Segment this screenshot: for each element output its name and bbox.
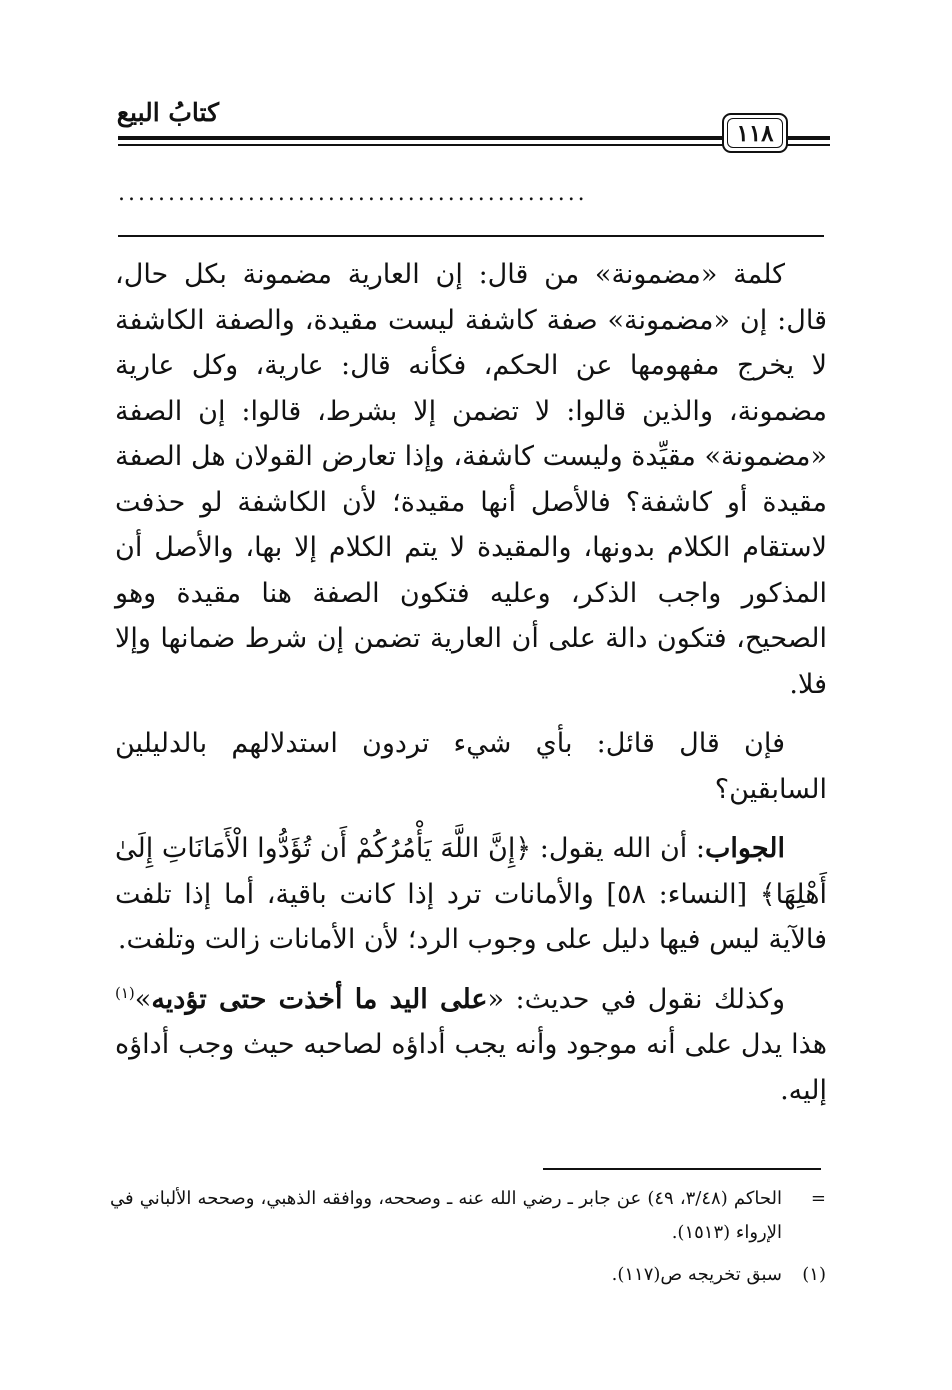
hadith-intro: وكذلك نقول في حديث: « <box>487 983 786 1015</box>
footnotes <box>110 1182 826 1300</box>
hadith-commentary: هذا يدل على أنه موجود وأنه يجب أداؤه لصاحبه حيث وجب أداؤه إليه. <box>115 1029 827 1106</box>
paragraph-3 <box>115 826 827 963</box>
footnote-separator <box>543 1168 821 1170</box>
paragraph-4 <box>115 977 827 1114</box>
answer-label: الجواب <box>704 833 785 864</box>
paragraph-2: فإن قال قائل: بأي شيء تردون استدلالهم بالدليلين السابقين؟ <box>115 728 827 805</box>
ellipsis-line: ............................................... <box>118 182 588 206</box>
hadith-close-quote: » <box>134 983 152 1015</box>
footnote-item <box>110 1258 826 1292</box>
paragraph-1: كلمة «مضمونة» من قال: إن العارية مضمونة بكل حال، قال: إن «مضمونة» صفة كاشفة ليست مقيدة، والصفة الكاشفة لا يخرج مفهومها عن الحكم، فكأنه قال: عارية، وكل عارية مضمونة، والذين قالوا: لا تضمن إلا بشرط، قالوا: إن الصفة «مضمونة» مقيِّدة وليست كاشفة، وإذا تعارض القولان هل الصفة مقيدة أو كاشفة؟ فالأصل أنها مقيدة؛ لأن الكاشفة لو حذفت لاستقام الكلام بدونها، والمقيدة لا يتم الكلام إلا بها، والأصل أن المذكور واجب الذكر، وعليه فتكون الصفة هنا مقيدة وهو الصحيح، فتكون دالة على أن العارية تضمن إن شرط ضمانها وإلا فلا. <box>115 259 827 700</box>
footnote-ref-1[interactable]: (١) <box>115 983 135 1002</box>
footnote-item <box>110 1182 826 1250</box>
main-text <box>115 252 827 1127</box>
footnote-text: الحاكم (٣/٤٨، ٤٩) عن جابر ـ رضي الله عنه ـ وصححه، ووافقه الذهبي، وصححه الألباني في الإرواء (١٥١٣). <box>110 1188 782 1243</box>
footnote-text: سبق تخريجه ص(١١٧). <box>611 1264 782 1285</box>
footnote-mark: (١) <box>802 1264 826 1285</box>
page-number: ١١٨ <box>722 113 788 153</box>
hadith-text: على اليد ما أخذت حتى تؤديه <box>151 983 488 1015</box>
separator-line <box>118 235 824 237</box>
running-header-title: كتابُ البيع <box>116 98 219 127</box>
footnote-mark: = <box>810 1188 826 1209</box>
answer-text: : أن الله يقول: ﴿إِنَّ اللَّهَ يَأْمُرُكُمْ أَن تُؤَدُّوا الْأَمَانَاتِ إِلَىٰ أَهْلِهَا﴾ [النساء: ٥٨] والأمانات ترد إذا كانت باقية، أما إذا تلفت فالآية ليس فيها دليل على وجوب الرد؛ لأن الأمانات زالت وتلفت. <box>115 833 827 955</box>
